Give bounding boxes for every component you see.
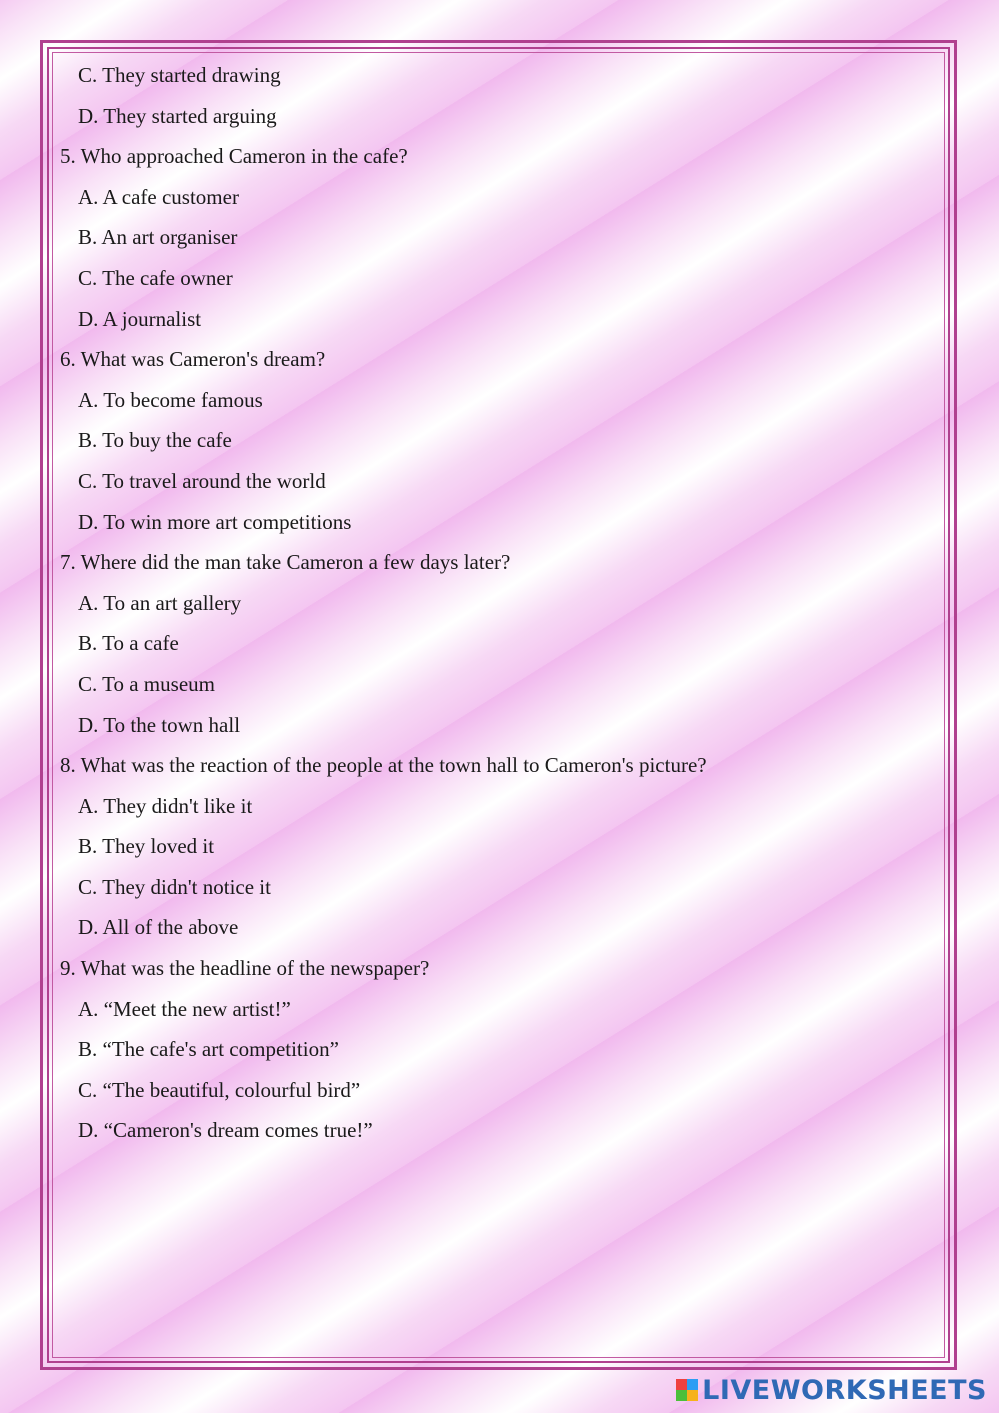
question-line: 5. Who approached Cameron in the cafe? [60,144,408,169]
option-line: C. To a museum [78,671,215,696]
question-line: 6. What was Cameron's dream? [60,347,326,372]
option-line: A. To become famous [78,387,263,412]
option-line: D. To win more art competitions [78,509,352,534]
option-line: C. “The beautiful, colourful bird” [78,1077,361,1102]
option-line: B. To buy the cafe [78,428,232,453]
option-line: C. They started drawing [78,63,281,87]
liveworksheets-brand[interactable] [676,1375,987,1405]
option-line: A. They didn't like it [78,793,253,818]
brand-name: LIVEWORKSHEETS [702,1374,987,1406]
option-line: B. An art organiser [78,225,238,250]
question-line: 8. What was the reaction of the people at the town hall to Cameron's picture? [60,753,707,778]
question-line: 7. Where did the man take Cameron a few days later? [60,550,511,575]
option-line: D. All of the above [78,915,239,940]
option-line: A. A cafe customer [78,184,239,209]
option-line: B. They loved it [78,834,215,859]
option-line: D. “Cameron's dream comes true!” [78,1118,373,1143]
option-line: D. A journalist [78,306,202,331]
option-line: B. To a cafe [78,631,179,656]
option-line: D. To the town hall [78,712,241,737]
worksheet-content [60,55,940,1151]
question-line: 9. What was the headline of the newspaper? [60,956,430,981]
option-line: C. To travel around the world [78,468,326,493]
option-line: A. To an art gallery [78,590,242,615]
option-line: B. “The cafe's art competition” [78,1037,339,1062]
option-line: C. The cafe owner [78,265,233,290]
option-line: C. They didn't notice it [78,874,271,899]
option-line: D. They started arguing [78,103,277,128]
liveworksheets-logo-icon [676,1379,698,1401]
option-line: A. “Meet the new artist!” [78,996,291,1021]
